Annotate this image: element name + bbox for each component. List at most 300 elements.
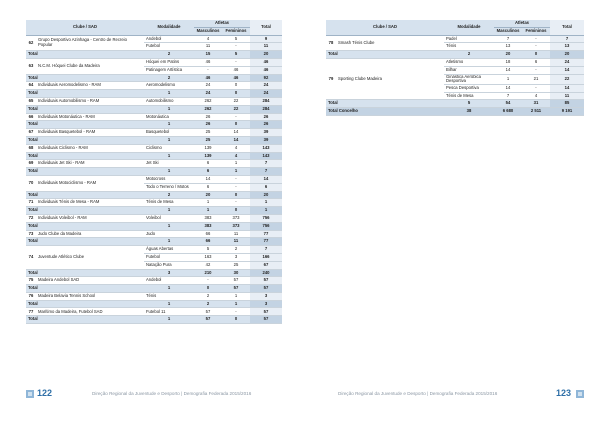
femininos-cell: - [522, 35, 550, 43]
table-row [26, 246, 282, 254]
total-value: 57 [250, 316, 282, 324]
club-name: Individuais Aeromodelismo - RAM [36, 82, 144, 90]
header-masculinos: Masculinos [194, 27, 222, 35]
masculinos-cell: 1 [494, 74, 522, 84]
femininos-cell: 6 [522, 58, 550, 66]
total-cell: 7 [250, 160, 282, 168]
total-cell: 46 [250, 58, 282, 66]
modalidade-cell: Futebol [144, 253, 194, 261]
club-name: Marítimo da Madeira, Futebol SAD [36, 308, 144, 316]
modalidade-cell: Andebol [144, 35, 194, 43]
total-cell: 11 [250, 43, 282, 51]
entity-code: 74 [26, 246, 36, 269]
total-femininos: 0 [222, 90, 250, 98]
masculinos-cell: 14 [494, 66, 522, 74]
femininos-cell: 1 [222, 292, 250, 300]
right-table [326, 20, 584, 116]
total-cell: 756 [250, 214, 282, 222]
total-label: Total [26, 105, 144, 113]
masculinos-cell: 24 [194, 82, 222, 90]
modalidade-cell: Andebol [144, 277, 194, 285]
total-masculinos: 66 [194, 238, 222, 246]
club-name: Individuais Ténis de Mesa - RAM [36, 199, 144, 207]
modalidade-cell: Águas Abertas [144, 246, 194, 254]
masculinos-cell: 14 [494, 84, 522, 92]
header-atletas: Atletas [494, 20, 550, 27]
total-value: 7 [250, 168, 282, 176]
right-footer [318, 387, 586, 402]
modalidade-cell: Futebol 11 [144, 308, 194, 316]
modalidade-cell: Todo o Terreno / Motos [144, 183, 194, 191]
header-modalidade: Modalidade [444, 20, 494, 35]
grand-total-row [326, 108, 584, 116]
entity-code: 72 [26, 214, 36, 222]
masculinos-cell: 26 [194, 113, 222, 121]
total-label: Total [26, 168, 144, 176]
total-cell: 46 [250, 66, 282, 74]
total-modalidades: 1 [144, 168, 194, 176]
total-femininos: 5 [222, 51, 250, 59]
femininos-cell: 3 [222, 253, 250, 261]
grand-total-label: Total Concelho [326, 108, 444, 116]
modalidade-cell: Jet Ski [144, 160, 194, 168]
femininos-cell: - [222, 308, 250, 316]
total-cell: 57 [250, 308, 282, 316]
club-name: Smash Ténis Clube [336, 35, 444, 51]
total-masculinos: 46 [194, 74, 222, 82]
grand-total-masculinos: 6 680 [494, 108, 522, 116]
table-row [26, 230, 282, 238]
entity-code: 78 [326, 35, 336, 51]
club-name: Grupo Desportivo Azinhaga - Centro de Recreio Popular [36, 35, 144, 51]
modalidade-cell: Natação Pura [144, 261, 194, 269]
masculinos-cell: 42 [194, 261, 222, 269]
total-value: 1 [250, 207, 282, 215]
modalidade-cell: Automobilismo [144, 97, 194, 105]
masculinos-cell: - [194, 277, 222, 285]
masculinos-cell: 7 [494, 92, 522, 100]
total-label: Total [326, 51, 444, 59]
total-label: Total [26, 121, 144, 129]
left-footer [22, 387, 282, 402]
total-label: Total [26, 269, 144, 277]
total-modalidades: 2 [444, 51, 494, 59]
femininos-cell: 373 [222, 214, 250, 222]
masculinos-cell: - [194, 66, 222, 74]
header-atletas: Atletas [194, 20, 250, 27]
table-row [26, 292, 282, 300]
total-row [26, 136, 282, 144]
grand-total-modalidades: 38 [444, 108, 494, 116]
total-masculinos: 24 [194, 90, 222, 98]
total-value: 77 [250, 238, 282, 246]
total-label: Total [26, 191, 144, 199]
total-value: 24 [250, 90, 282, 98]
total-cell: 67 [250, 261, 282, 269]
masculinos-cell: 25 [194, 129, 222, 137]
header-masculinos: Masculinos [494, 27, 522, 35]
entity-code: 71 [26, 199, 36, 207]
modalidade-cell: Ténis [444, 43, 494, 51]
modalidade-cell: Ténis de Mesa [144, 199, 194, 207]
table-row [26, 113, 282, 121]
table-row [326, 35, 584, 43]
table-row [26, 129, 282, 137]
total-cell: 14 [550, 84, 584, 92]
modalidade-cell: Futebol [144, 43, 194, 51]
masculinos-cell: 66 [194, 230, 222, 238]
total-cell: 166 [250, 253, 282, 261]
total-femininos: 0 [522, 51, 550, 59]
femininos-cell: - [522, 43, 550, 51]
total-row [326, 51, 584, 59]
club-name: Individuais Motonáutica - RAM [36, 113, 144, 121]
masculinos-cell: 14 [194, 175, 222, 183]
total-femininos: 4 [222, 152, 250, 160]
total-label: Total [26, 300, 144, 308]
total-value: 26 [250, 121, 282, 129]
femininos-cell: 46 [222, 66, 250, 74]
club-name: Sporting Clube Madeira [336, 58, 444, 99]
masculinos-cell: 6 [194, 183, 222, 191]
total-cell: 39 [250, 129, 282, 137]
total-masculinos: 2 [194, 300, 222, 308]
club-name: Individuais Ciclismo - RAM [36, 144, 144, 152]
total-row [26, 105, 282, 113]
modalidade-cell: Patinagem Artística [144, 66, 194, 74]
total-cell: 9 [250, 35, 282, 43]
total-masculinos: 20 [494, 51, 522, 59]
total-cell: 24 [250, 82, 282, 90]
modalidade-cell: Ciclismo [144, 144, 194, 152]
total-femininos: 22 [222, 105, 250, 113]
total-modalidades: 1 [144, 285, 194, 293]
club-name: Individuais Jet Ski - RAM [36, 160, 144, 168]
femininos-cell: - [222, 113, 250, 121]
table-row [26, 277, 282, 285]
table-row [26, 82, 282, 90]
femininos-cell: - [222, 199, 250, 207]
total-femininos: 30 [222, 269, 250, 277]
total-value: 143 [250, 152, 282, 160]
total-femininos: 0 [222, 207, 250, 215]
table-row [26, 35, 282, 43]
total-value: 85 [550, 100, 584, 108]
club-name: Individuais Motociclismo - RAM [36, 175, 144, 191]
page-number-right: 123 [556, 388, 572, 398]
masculinos-cell: 4 [194, 35, 222, 43]
masculinos-cell: 7 [494, 35, 522, 43]
masculinos-cell: 5 [194, 246, 222, 254]
modalidade-cell: Basquetebol [144, 129, 194, 137]
header-clube: Clube / SAD [326, 20, 444, 35]
total-cell: 14 [250, 175, 282, 183]
total-label: Total [26, 316, 144, 324]
total-label: Total [26, 238, 144, 246]
total-masculinos: 25 [194, 136, 222, 144]
femininos-cell: 21 [522, 74, 550, 84]
total-modalidades: 2 [144, 74, 194, 82]
total-cell: 22 [550, 74, 584, 84]
total-modalidades: 1 [144, 207, 194, 215]
table-row [26, 160, 282, 168]
modalidade-cell: Judo [144, 230, 194, 238]
masculinos-cell: 57 [194, 308, 222, 316]
total-row [26, 316, 282, 324]
total-row [26, 74, 282, 82]
table-row [326, 58, 584, 66]
entity-code: 70 [26, 175, 36, 191]
entity-code: 69 [26, 160, 36, 168]
page-number-left: 122 [37, 388, 53, 398]
total-modalidades: 2 [144, 191, 194, 199]
header-total: Total [550, 20, 584, 35]
total-value: 92 [250, 74, 282, 82]
femininos-cell: 4 [522, 92, 550, 100]
total-value: 57 [250, 285, 282, 293]
masculinos-cell: 383 [194, 214, 222, 222]
total-masculinos: 20 [194, 191, 222, 199]
total-value: 756 [250, 222, 282, 230]
total-cell: 13 [550, 43, 584, 51]
header-femininos: Femininos [522, 27, 550, 35]
table-row [26, 308, 282, 316]
table-row [26, 199, 282, 207]
total-cell: 77 [250, 230, 282, 238]
table-row [26, 144, 282, 152]
femininos-cell: - [222, 58, 250, 66]
total-femininos: 0 [222, 191, 250, 199]
footer-text-right: Direção Regional da Juventude e Desporto | Demografia Federada 2015/2016 [338, 391, 498, 396]
entity-code: 63 [26, 58, 36, 74]
total-femininos: 31 [522, 100, 550, 108]
total-femininos: 0 [222, 316, 250, 324]
table-row [26, 97, 282, 105]
total-row [326, 100, 584, 108]
femininos-cell: - [222, 183, 250, 191]
total-modalidades: 1 [144, 300, 194, 308]
total-cell: 24 [550, 58, 584, 66]
club-name: Juventude Atlético Clube [36, 246, 144, 269]
femininos-cell: - [222, 43, 250, 51]
total-femininos: 373 [222, 222, 250, 230]
total-modalidades: 1 [144, 152, 194, 160]
total-masculinos: 0 [194, 285, 222, 293]
total-femininos: 1 [222, 300, 250, 308]
modalidade-cell: Voleibol [144, 214, 194, 222]
entity-code: 76 [26, 292, 36, 300]
total-masculinos: 383 [194, 222, 222, 230]
masculinos-cell: 262 [194, 97, 222, 105]
modalidade-cell: Ténis de Mesa [444, 92, 494, 100]
modalidade-cell: Motonáutica [144, 113, 194, 121]
total-modalidades: 1 [144, 316, 194, 324]
femininos-cell: 57 [222, 277, 250, 285]
total-row [26, 168, 282, 176]
modalidade-cell: Motocross [144, 175, 194, 183]
total-modalidades: 2 [144, 51, 194, 59]
femininos-cell: 2 [222, 246, 250, 254]
entity-code: 68 [26, 144, 36, 152]
club-name: Individuais Voleibol - RAM [36, 214, 144, 222]
total-row [26, 285, 282, 293]
entity-code: 75 [26, 277, 36, 285]
total-cell: 57 [250, 277, 282, 285]
grand-total-femininos: 2 511 [522, 108, 550, 116]
total-modalidades: 1 [144, 121, 194, 129]
masculinos-cell: 2 [194, 292, 222, 300]
modalidade-cell: Bilhar [444, 66, 494, 74]
page-marker-icon [26, 390, 34, 398]
entity-code: 64 [26, 82, 36, 90]
total-modalidades: 1 [144, 90, 194, 98]
total-masculinos: 15 [194, 51, 222, 59]
total-masculinos: 262 [194, 105, 222, 113]
modalidade-cell: Hóquei em Patins [144, 58, 194, 66]
masculinos-cell: 163 [194, 253, 222, 261]
club-name: Judo Clube da Madeira [36, 230, 144, 238]
femininos-cell: - [522, 84, 550, 92]
total-modalidades: 1 [144, 136, 194, 144]
femininos-cell: 5 [222, 35, 250, 43]
total-cell: 7 [250, 246, 282, 254]
header-clube: Clube / SAD [26, 20, 144, 35]
entity-code: 66 [26, 113, 36, 121]
club-name: Madeira Belavia Tennis School [36, 292, 144, 300]
total-row [26, 222, 282, 230]
total-cell: 7 [550, 35, 584, 43]
total-modalidades: 5 [444, 100, 494, 108]
total-cell: 143 [250, 144, 282, 152]
total-value: 20 [550, 51, 584, 59]
footer-text-left: Direção Regional da Juventude e Desporto | Demografia Federada 2015/2016 [92, 391, 252, 396]
total-cell: 6 [250, 183, 282, 191]
total-label: Total [326, 100, 444, 108]
entity-code: 77 [26, 308, 36, 316]
femininos-cell: 14 [222, 129, 250, 137]
total-cell: 26 [250, 113, 282, 121]
total-femininos: 14 [222, 136, 250, 144]
femininos-cell: 11 [222, 230, 250, 238]
total-label: Total [26, 207, 144, 215]
total-label: Total [26, 74, 144, 82]
modalidade-cell: Ténis [144, 292, 194, 300]
total-cell: 284 [250, 97, 282, 105]
total-masculinos: 139 [194, 152, 222, 160]
femininos-cell: - [522, 66, 550, 74]
total-row [26, 51, 282, 59]
header-femininos: Femininos [222, 27, 250, 35]
total-label: Total [26, 152, 144, 160]
total-masculinos: 26 [194, 121, 222, 129]
total-row [26, 90, 282, 98]
total-row [26, 300, 282, 308]
masculinos-cell: 139 [194, 144, 222, 152]
total-masculinos: 1 [194, 207, 222, 215]
femininos-cell: 4 [222, 144, 250, 152]
total-value: 20 [250, 191, 282, 199]
total-masculinos: 57 [194, 316, 222, 324]
club-name: Individuais Automobilismo - RAM [36, 97, 144, 105]
total-masculinos: 210 [194, 269, 222, 277]
total-femininos: 1 [222, 168, 250, 176]
total-label: Total [26, 136, 144, 144]
table-row [26, 58, 282, 66]
club-name: Individuais Basquetebol - RAM [36, 129, 144, 137]
total-label: Total [26, 90, 144, 98]
femininos-cell: 1 [222, 160, 250, 168]
right-page [300, 0, 600, 424]
total-value: 240 [250, 269, 282, 277]
entity-code: 67 [26, 129, 36, 137]
total-femininos: 11 [222, 238, 250, 246]
club-name: N.C.M. Hóquei Clube da Madeira [36, 58, 144, 74]
masculinos-cell: 11 [194, 43, 222, 51]
total-modalidades: 1 [144, 105, 194, 113]
femininos-cell: 22 [222, 97, 250, 105]
modalidade-cell: Padel [444, 35, 494, 43]
entity-code: 73 [26, 230, 36, 238]
total-row [26, 269, 282, 277]
left-table [26, 20, 282, 324]
total-cell: 14 [550, 66, 584, 74]
masculinos-cell: 6 [194, 160, 222, 168]
table-row [26, 214, 282, 222]
table-row [26, 175, 282, 183]
masculinos-cell: 46 [194, 58, 222, 66]
total-label: Total [26, 51, 144, 59]
header-total: Total [250, 20, 282, 35]
entity-code: 65 [26, 97, 36, 105]
entity-code: 79 [326, 58, 336, 99]
total-label: Total [26, 222, 144, 230]
total-row [26, 191, 282, 199]
total-cell: 11 [550, 92, 584, 100]
modalidade-cell: Aeromodelismo [144, 82, 194, 90]
total-row [26, 121, 282, 129]
total-row [26, 238, 282, 246]
page-marker-icon [576, 390, 584, 398]
modalidade-cell: Pesca Desportiva [444, 84, 494, 92]
total-value: 284 [250, 105, 282, 113]
masculinos-cell: 13 [494, 43, 522, 51]
total-cell: 1 [250, 199, 282, 207]
masculinos-cell: 1 [194, 199, 222, 207]
modalidade-cell: Atletismo [444, 58, 494, 66]
total-femininos: 46 [222, 74, 250, 82]
entity-code: 62 [26, 35, 36, 51]
total-femininos: 57 [222, 285, 250, 293]
club-name: Madeira Andebol SAD [36, 277, 144, 285]
grand-total-value: 9 191 [550, 108, 584, 116]
femininos-cell: 25 [222, 261, 250, 269]
total-value: 20 [250, 51, 282, 59]
masculinos-cell: 18 [494, 58, 522, 66]
total-value: 3 [250, 300, 282, 308]
femininos-cell: - [222, 175, 250, 183]
total-value: 39 [250, 136, 282, 144]
femininos-cell: 0 [222, 82, 250, 90]
total-femininos: 0 [222, 121, 250, 129]
total-row [26, 207, 282, 215]
modalidade-cell: Ginástica Aeróbica Desportiva [444, 74, 494, 84]
total-label: Total [26, 285, 144, 293]
total-modalidades: 1 [144, 222, 194, 230]
header-modalidade: Modalidade [144, 20, 194, 35]
total-modalidades: 3 [144, 269, 194, 277]
total-cell: 3 [250, 292, 282, 300]
total-row [26, 152, 282, 160]
